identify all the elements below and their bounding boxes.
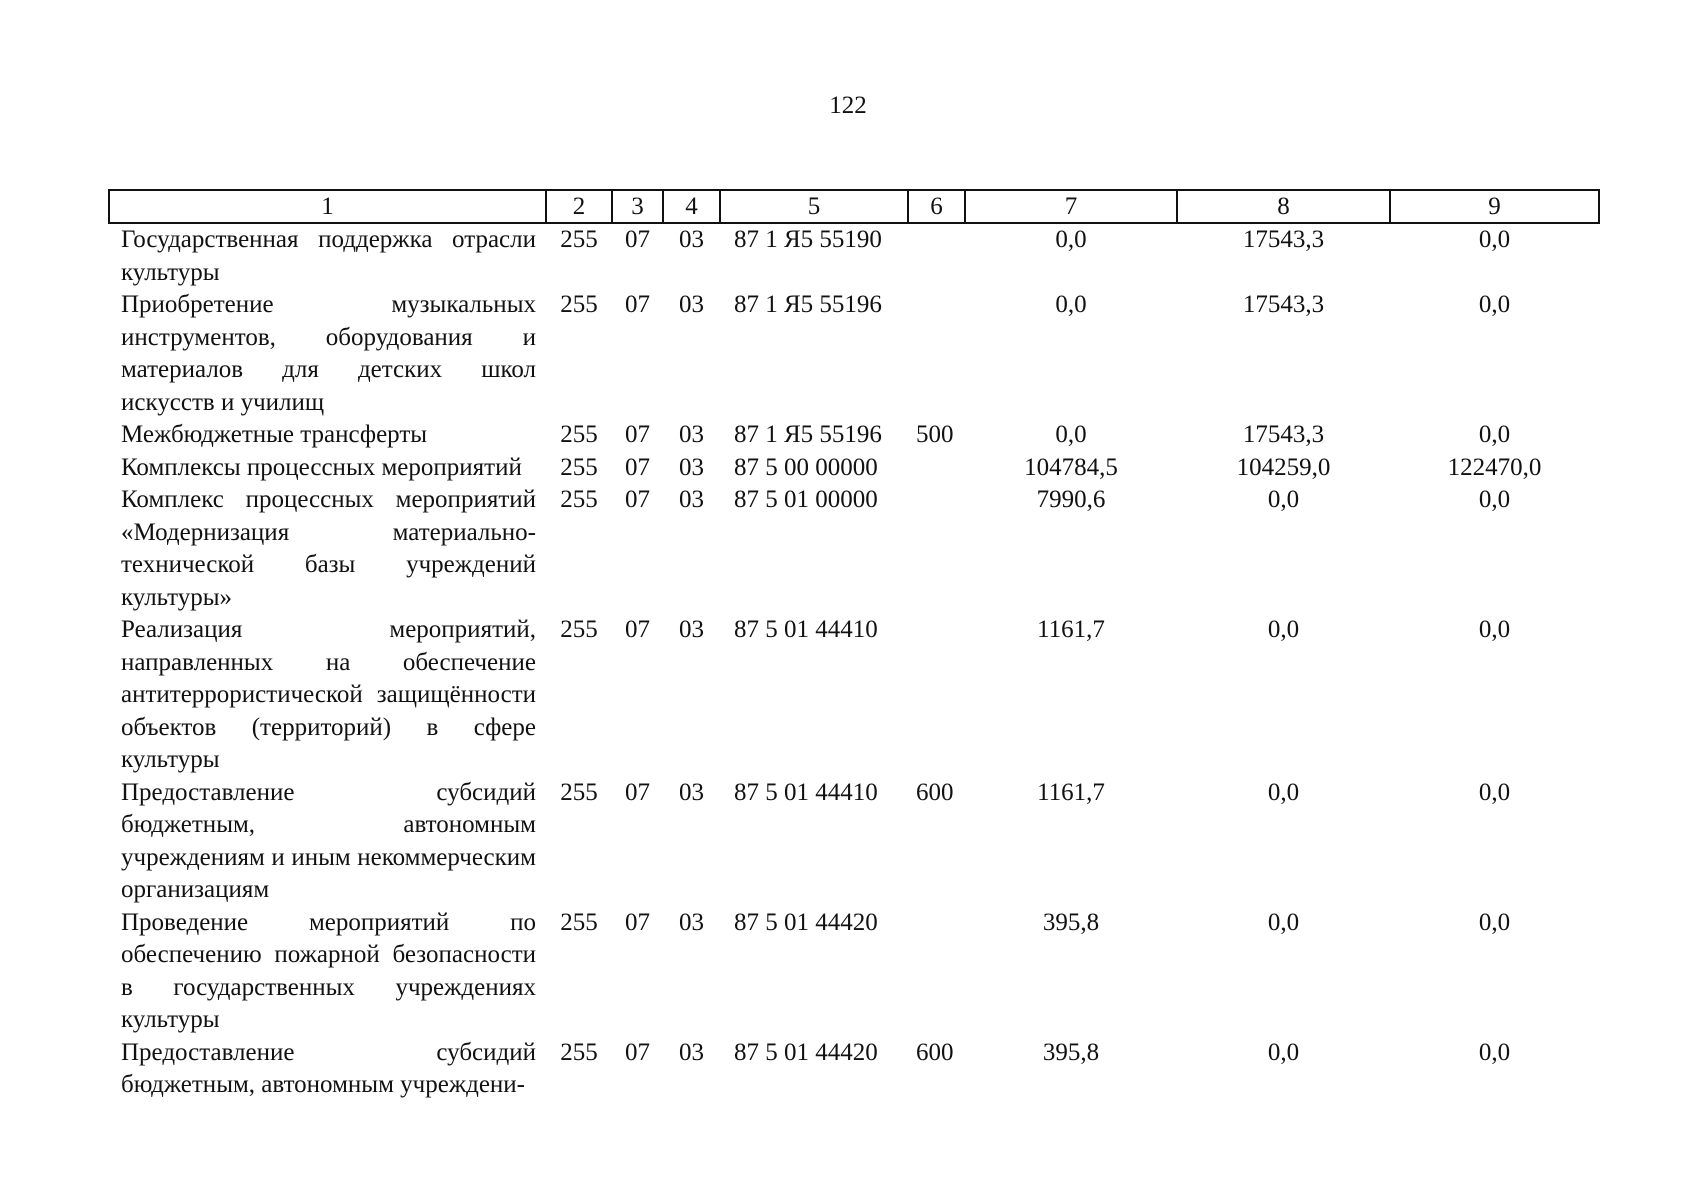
cell-col-3: 07 (625, 1038, 650, 1066)
cell-code: 87 5 00 00000 (734, 453, 878, 481)
cell-value-8: 17543,3 (1242, 291, 1325, 318)
cell-value-9: 0,0 (1478, 486, 1511, 513)
table-row (109, 614, 1599, 777)
cell-col-3: 07 (625, 226, 650, 253)
cell-col-2: 255 (560, 908, 598, 936)
cell-value-7: 395,8 (1042, 1038, 1100, 1066)
cell-col-6: 600 (916, 1038, 954, 1066)
cell-col-6 (908, 223, 965, 289)
cell-code: 87 1 Я5 55196 (734, 421, 882, 448)
header-col-9: 9 (1390, 190, 1599, 223)
cell-col-6 (908, 907, 965, 1037)
cell-value-8: 0,0 (1267, 908, 1300, 936)
row-name: Комплекс процессных мероприятий «Модернизация материально-технической базы учреждений культуры» (121, 486, 536, 611)
cell-col-3: 07 (625, 421, 650, 448)
cell-value-9: 0,0 (1478, 291, 1511, 318)
cell-col-3: 07 (625, 616, 650, 643)
cell-col-4: 03 (679, 616, 704, 643)
cell-value-7: 104784,5 (1024, 453, 1118, 481)
header-col-8: 8 (1177, 190, 1390, 223)
cell-col-3: 07 (625, 453, 650, 481)
cell-col-2: 255 (560, 616, 598, 643)
table-row (109, 419, 1599, 452)
cell-value-8: 0,0 (1267, 1038, 1300, 1066)
cell-col-4: 03 (679, 908, 704, 936)
cell-value-7: 0,0 (1055, 421, 1087, 448)
cell-value-9: 0,0 (1478, 1038, 1511, 1066)
cell-col-2: 255 (560, 226, 598, 253)
table-row (109, 223, 1599, 289)
cell-value-7: 1161,7 (1037, 616, 1105, 643)
cell-col-6: 600 (916, 778, 954, 806)
table-row (109, 452, 1599, 485)
row-name: Реализация мероприятий, направленных на обеспечение антитеррористической защищённости объектов (территорий) в сфере культуры (121, 616, 536, 773)
header-col-7: 7 (965, 190, 1177, 223)
cell-col-2: 255 (560, 291, 598, 318)
cell-value-8: 104259,0 (1236, 453, 1331, 481)
cell-col-6 (908, 614, 965, 777)
cell-col-2: 255 (560, 421, 598, 448)
cell-code: 87 5 01 00000 (734, 486, 878, 513)
cell-code: 87 1 Я5 55196 (734, 291, 882, 318)
cell-col-6 (908, 452, 965, 485)
row-name: Приобретение музыкальных инструментов, оборудования и материалов для детских школ искусств и училищ (121, 291, 536, 416)
cell-code: 87 5 01 44420 (734, 1038, 878, 1066)
budget-table (108, 189, 1600, 1102)
cell-col-6: 500 (916, 421, 954, 448)
cell-value-9: 122470,0 (1447, 453, 1542, 481)
cell-value-8: 17543,3 (1242, 421, 1325, 448)
cell-value-7: 395,8 (1042, 908, 1100, 936)
cell-col-4: 03 (679, 778, 704, 806)
row-name: Предоставление субсидий бюджетным, автономным учреждениям и иным некоммерческим организациям (121, 778, 536, 903)
table-row (109, 907, 1599, 1037)
cell-col-4: 03 (679, 1038, 704, 1066)
cell-col-2: 255 (560, 486, 598, 513)
cell-value-7: 1161,7 (1037, 778, 1105, 806)
page-number: 122 (829, 92, 867, 119)
cell-value-9: 0,0 (1478, 908, 1511, 936)
cell-col-2: 255 (560, 1038, 598, 1066)
cell-col-4: 03 (679, 453, 704, 481)
cell-col-3: 07 (625, 778, 650, 806)
cell-col-2: 255 (560, 778, 598, 806)
cell-col-2: 255 (560, 453, 598, 481)
header-col-2: 2 (546, 190, 612, 223)
row-name: Проведение мероприятий по обеспечению пожарной безопасности в государственных учреждениях культуры (121, 908, 536, 1033)
header-col-6: 6 (908, 190, 965, 223)
cell-value-8: 0,0 (1267, 486, 1300, 513)
table-row (109, 484, 1599, 614)
cell-value-8: 0,0 (1267, 778, 1300, 806)
cell-value-9: 0,0 (1478, 421, 1511, 448)
cell-col-3: 07 (625, 291, 650, 318)
cell-value-8: 0,0 (1267, 616, 1300, 643)
cell-col-6 (908, 484, 965, 614)
cell-code: 87 5 01 44420 (734, 908, 878, 936)
header-col-4: 4 (663, 190, 720, 223)
cell-col-3: 07 (625, 908, 650, 936)
table-row (109, 777, 1599, 907)
row-name: Предоставление субсидий бюджетным, автономным учреждени- (121, 1038, 536, 1098)
table-header (109, 190, 1599, 223)
header-col-1: 1 (109, 190, 546, 223)
cell-col-3: 07 (625, 486, 650, 513)
cell-value-8: 17543,3 (1242, 226, 1325, 253)
table-row (109, 1037, 1599, 1102)
cell-value-7: 0,0 (1055, 226, 1087, 253)
cell-col-4: 03 (679, 421, 704, 448)
cell-code: 87 5 01 44410 (734, 778, 878, 806)
table-row (109, 289, 1599, 419)
row-name: Комплексы процессных мероприятий (121, 453, 522, 481)
header-col-3: 3 (612, 190, 663, 223)
header-row (109, 190, 1599, 223)
cell-code: 87 5 01 44410 (734, 616, 878, 643)
cell-code: 87 1 Я5 55190 (734, 226, 882, 253)
table-body (109, 223, 1599, 1102)
cell-col-4: 03 (679, 226, 704, 253)
header-col-5: 5 (720, 190, 908, 223)
cell-value-7: 0,0 (1055, 291, 1087, 318)
cell-col-6 (908, 289, 965, 419)
row-name: Государственная поддержка отрасли культуры (121, 226, 536, 286)
row-name: Межбюджетные трансферты (121, 421, 428, 448)
cell-col-4: 03 (679, 486, 704, 513)
cell-col-4: 03 (679, 291, 704, 318)
cell-value-7: 7990,6 (1036, 486, 1106, 513)
cell-value-9: 0,0 (1478, 616, 1511, 643)
cell-value-9: 0,0 (1478, 226, 1511, 253)
cell-value-9: 0,0 (1478, 778, 1511, 806)
